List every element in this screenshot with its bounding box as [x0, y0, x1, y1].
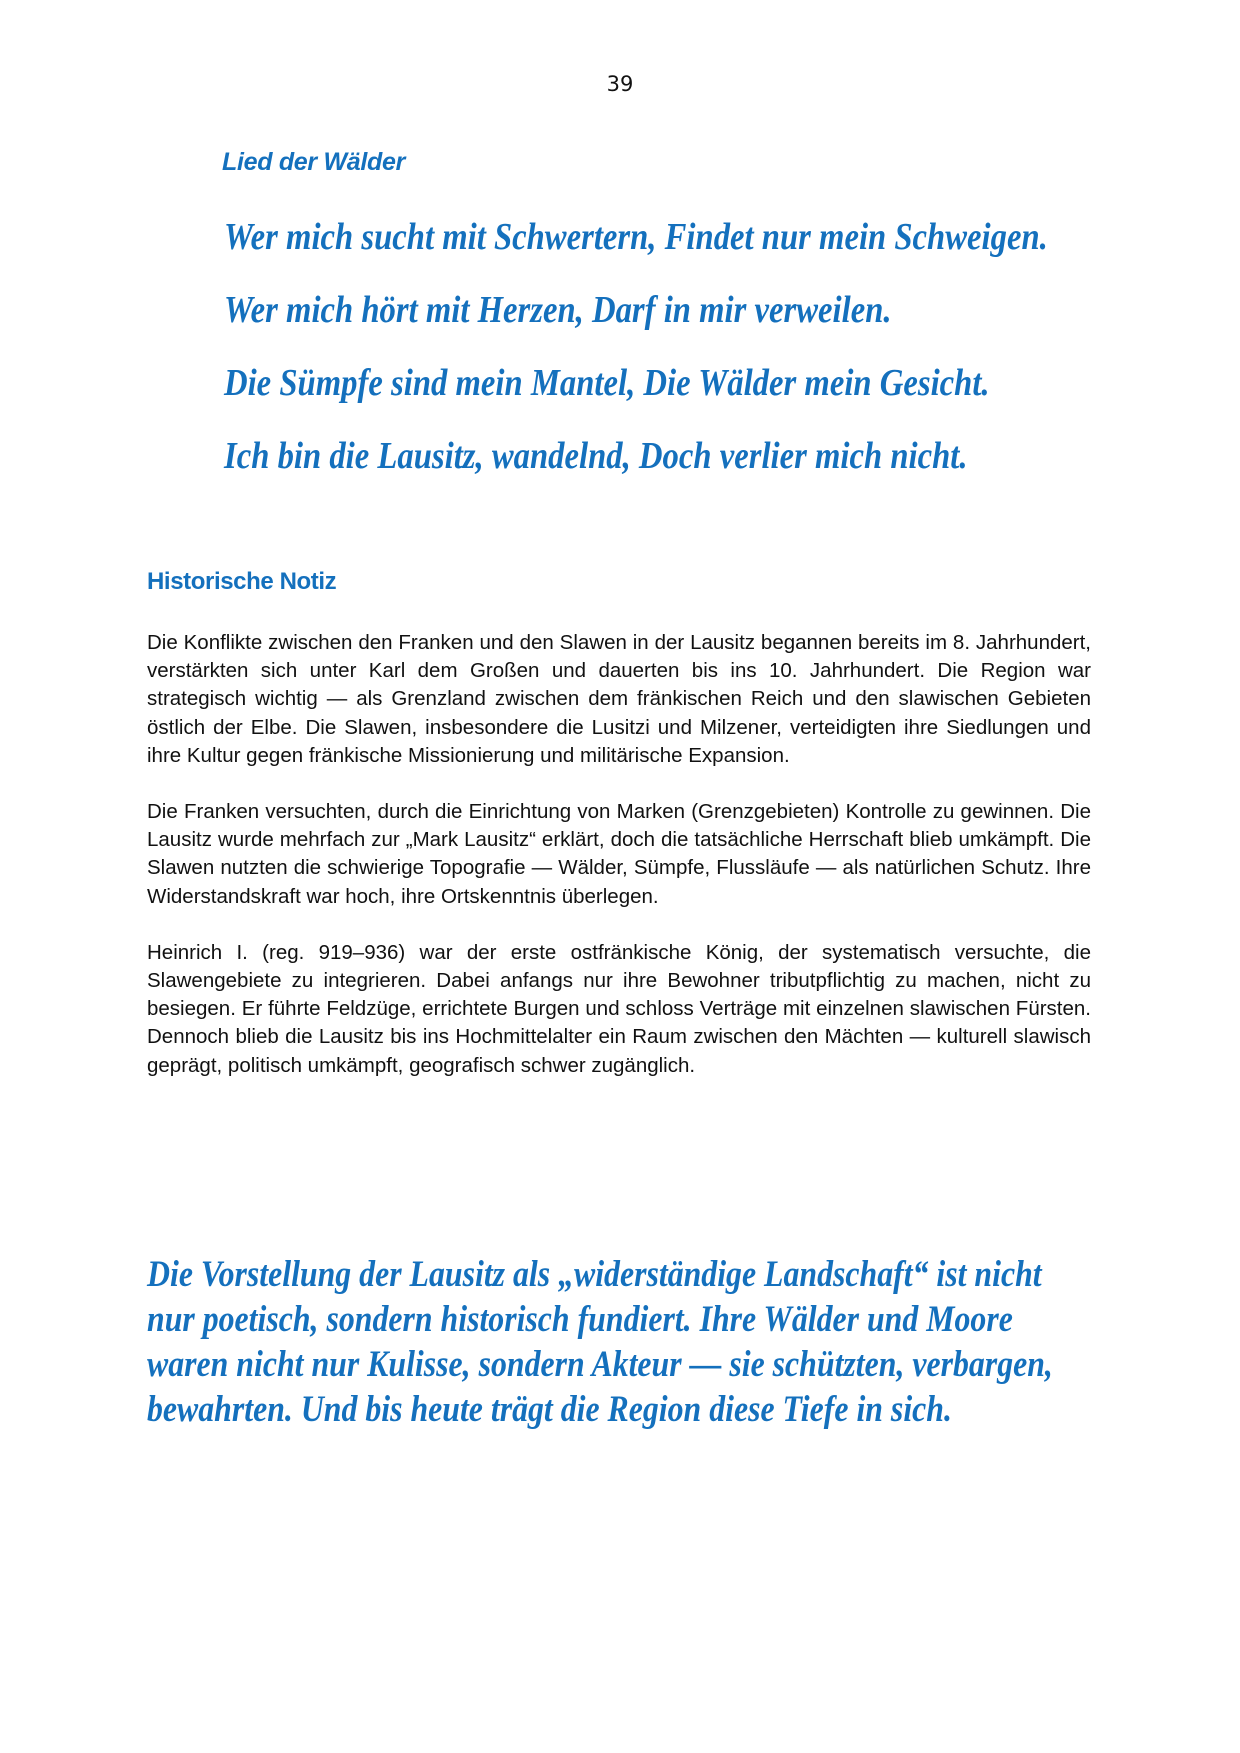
poem-line: Die Sümpfe sind mein Mantel, Die Wälder mein Gesicht.: [224, 362, 990, 404]
closing-statement: Die Vorstellung der Lausitz als „widerständige Landschaft“ ist nicht nur poetisch, sondern historisch fundiert. Ihre Wälder und Moore waren nicht nur Kulisse, sondern Akteur — sie schützten, verbargen, bewahrten. Und bis heute trägt die Region diese Tiefe in sich.: [147, 1254, 1053, 1430]
note-paragraph: Heinrich I. (reg. 919–936) war der erste ostfränkische König, der systematisch versuchte, die Slawengebiete zu integrieren. Dabei anfangs nur ihre Bewohner tributpflichtig zu machen, nicht zu besiegen. Er führte Feldzüge, errichtete Burgen und schloss Verträge mit einzelnen slawischen Fürsten. Dennoch blieb die Lausitz bis ins Hochmittelalter ein Raum zwischen den Mächten — kulturell slawisch geprägt, politisch umkämpft, geografisch schwer zugänglich.: [147, 940, 1091, 1077]
poem-line: Wer mich sucht mit Schwertern, Findet nur mein Schweigen.: [224, 216, 1048, 258]
poem-line: Wer mich hört mit Herzen, Darf in mir verweilen.: [224, 289, 892, 331]
page-number: 39: [606, 72, 634, 96]
note-paragraph: Die Konflikte zwischen den Franken und den Slawen in der Lausitz begannen bereits im 8. Jahrhundert, verstärkten sich unter Karl dem Großen und dauerten bis ins 10. Jahrhundert. Die Region war strategisch wichtig — als Grenzland zwischen dem fränkischen Reich und den slawischen Gebieten östlich der Elbe. Die Slawen, insbesondere die Lusitzi und Milzener, verteidigten ihre Siedlungen und ihre Kultur gegen fränkische Missionierung und militärische Expansion.: [147, 631, 1091, 767]
note-paragraph: Die Franken versuchten, durch die Einrichtung von Marken (Grenzgebieten) Kontrolle zu gewinnen. Die Lausitz wurde mehrfach zur „Mark Lausitz“ erklärt, doch die tatsächliche Herrschaft blieb umkämpft. Die Slawen nutzten die schwierige Topografie — Wälder, Sümpfe, Flussläufe — als natürlichen Schutz. Ihre Widerstandskraft war hoch, ihre Ortskenntnis überlegen.: [147, 800, 1091, 908]
poem: [224, 212, 1124, 504]
note-body: [147, 629, 1091, 1108]
poem-title: Lied der Wälder: [222, 148, 406, 176]
poem-line: Ich bin die Lausitz, wandelnd, Doch verlier mich nicht.: [224, 435, 968, 477]
section-heading-historische-notiz: Historische Notiz: [147, 568, 337, 595]
